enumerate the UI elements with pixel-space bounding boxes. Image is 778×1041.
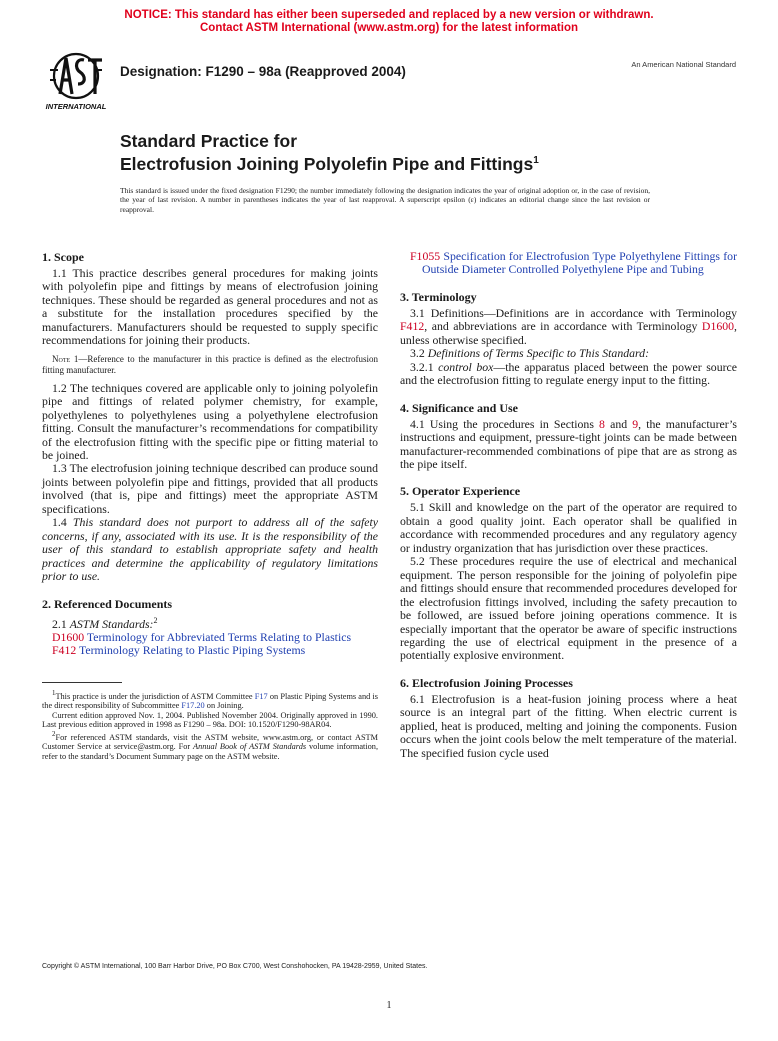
para-1-4 [42, 516, 378, 583]
para-2-1-text: ASTM Standards: [69, 616, 154, 631]
note-1-text: —Reference to the manufacturer in this practice is defined as the electrofusion fitting manufacturer. [42, 353, 378, 375]
ref-d1600-title[interactable]: Terminology for Abbreviated Terms Relating to Plastics [86, 629, 352, 644]
footnote-2 [42, 730, 378, 762]
d1600-link[interactable]: D1600 [701, 319, 735, 334]
para-3-1-text-c: , unless otherwise specified. [400, 319, 737, 347]
ref-f412-code[interactable]: F412 [52, 643, 77, 658]
para-1-4-number: 1.4 [52, 515, 67, 530]
footnote-1-text-a: This practice is under the jurisdiction of ASTM Committee [55, 691, 255, 701]
para-2-1-footnote-ref: 2 [153, 615, 158, 625]
footnote-1-edition: Current edition approved Nov. 1, 2004. Published November 2004. Originally approved in 1990. Last previous edition approved in 1998 as F1290 – 98a. DOI: 10.1520/F1290-98AR04. [42, 710, 378, 730]
american-national-standard: An American National Standard [631, 60, 736, 69]
f412-link[interactable]: F412 [400, 319, 425, 334]
section-1-heading: 1. Scope [42, 250, 84, 264]
section-9-link[interactable]: 9 [632, 416, 639, 431]
para-4-1-text-a: 4.1 Using the procedures in Sections [410, 416, 600, 431]
note-1 [42, 354, 378, 376]
title-line-2 [120, 151, 539, 174]
para-1-2: 1.2 The techniques covered are applicable only to joining polyolefin pipe and fittings of related polymer chemistry, for example, polyethylenes to polyethylenes using a polyethylene electrofusion fitting. Consult the manufacturer’s recommendations for compatibility of the electrofusion fitting with the specific pipe or fitting material to be joined. [42, 380, 378, 462]
ref-f412-title[interactable]: Terminology Relating to Plastic Piping Systems [79, 643, 306, 658]
section-4-heading: 4. Significance and Use [400, 400, 519, 415]
section-3-heading: 3. Terminology [400, 289, 477, 304]
para-3-1-text-a: 3.1 Definitions—Definitions are in accordance with Terminology [410, 305, 737, 320]
para-1-4-text: This standard does not purport to address all of the safety concerns, if any, associated with its use. It is the responsibility of the user of this standard to establish appropriate safety and health practices and determine the applicability of regulatory limitations prior to use. [42, 515, 378, 584]
para-3-2 [400, 347, 737, 360]
ref-d1600 [42, 631, 378, 644]
footnote-1 [42, 689, 378, 711]
page-number: 1 [386, 1000, 392, 1011]
copyright-line: Copyright © ASTM International, 100 Barr Harbor Drive, PO Box C700, West Conshohocken, PA 19428-2959, United States. [42, 963, 428, 970]
ref-f1055 [400, 250, 737, 277]
ref-d1600-code[interactable]: D1600 [52, 629, 85, 644]
para-3-2-text: Definitions of Terms Specific to This Standard: [427, 346, 650, 361]
section-5-heading: 5. Operator Experience [400, 484, 521, 499]
para-3-2-number: 3.2 [410, 346, 425, 361]
section-6-heading: 6. Electrofusion Joining Processes [400, 675, 573, 690]
subcommittee-f1720-link[interactable]: F17.20 [181, 701, 205, 711]
section-8-link[interactable]: 8 [599, 416, 605, 431]
withdrawn-notice [0, 9, 778, 35]
footnote-2-marker: 2 [52, 730, 56, 738]
ref-f1055-title[interactable]: Specification for Electrofusion Type Polyethylene Fittings for Outside Diameter Controlled Polyethylene Pipe and Tubing [422, 249, 737, 277]
ref-f412 [42, 644, 378, 657]
para-2-1 [42, 614, 378, 631]
section-2-heading: 2. Referenced Documents [42, 596, 173, 611]
para-1-3: 1.3 The electrofusion joining technique described can produce sound joints between polyolefin pipe and fittings, provided that all products involved (that is, pipe and fittings) meet the appropriate ASTM specifications. [42, 461, 378, 516]
footnote-2-text-b: volume information, refer to the standard’s Document Summary page on the ASTM website. [42, 742, 379, 761]
title-line-1: Standard Practice for [120, 131, 297, 151]
note-1-label: Note 1 [52, 353, 79, 364]
committee-f17-link[interactable]: F17 [254, 691, 268, 701]
title-main: Electrofusion Joining Polyolefin Pipe and Fittings [120, 153, 534, 174]
para-5-2: 5.2 These procedures require the use of electrical and mechanical equipment. The person responsible for the joining of polyolefin pipe and fittings should ensure that recommended procedures developed for the electrofusion fittings involved, including the safety precaution to be followed, are issued before joining operations commence. It is especially important that the operator be aware of specific instructions regarding the use of electrical equipment in the presence of a potentially explosive environment. [400, 554, 737, 663]
para-4-1-and: and [604, 416, 633, 431]
footnote-2-text-a: For referenced ASTM standards, visit the ASTM website, www.astm.org, or contact ASTM Customer Service at service@astm.org. For [42, 732, 378, 752]
issuance-statement: This standard is issued under the fixed designation F1290; the number immediately following the designation indicates the year of original adoption or, in the case of revision, the year of last revision. A number in parentheses indicates the year of last reapproval. A superscript epsilon (ε) indicates an editorial change since the last revision or reapproval. [120, 186, 650, 214]
ref-f1055-code[interactable]: F1055 [410, 249, 441, 263]
para-4-1-text-b: , the manufacturer’s instructions and equipment, pressure-tight joints can be made between manufacturer-recommended combinations of pipe that are as strong as the pipe itself. [400, 416, 737, 471]
document-title [120, 132, 539, 174]
para-2-1-number: 2.1 [52, 616, 67, 631]
designation: Designation: F1290 – 98a (Reapproved 2004) [120, 64, 406, 79]
footnote-2-italic: Annual Book of ASTM Standards [193, 742, 307, 752]
right-column [400, 250, 737, 760]
para-3-2-1 [400, 361, 737, 388]
para-1-1: 1.1 This practice describes general procedures for making joints with polyolefin pipe and fittings by means of electrofusion joining techniques. These should be regarded as general procedures and not as a substitute for the installation procedures specified by the manufacturers. Manufacturers should be requested to supply specific recommendations for joining their products. [42, 266, 378, 348]
notice-line-2: Contact ASTM International (www.astm.org) for the latest information [199, 22, 579, 34]
para-4-1 [400, 418, 737, 472]
para-3-1 [400, 307, 737, 347]
para-3-1-text-b: , and abbreviations are in accordance with Terminology [424, 319, 702, 334]
astm-logo-icon [42, 50, 110, 112]
para-5-1: 5.1 Skill and knowledge on the part of the operator are required to obtain a good quality joint. Each operator shall be qualified in accordance with recommended procedures and any regulatory agency or industry organization that has jurisdiction over these practices. [400, 500, 737, 555]
notice-line-1: NOTICE: This standard has either been superseded and replaced by a new version or withdrawn. [124, 9, 654, 21]
footnote-1-marker: 1 [52, 689, 56, 697]
footnote-separator [42, 682, 122, 683]
term-control-box: control box [438, 359, 494, 374]
title-footnote-ref: 1 [533, 155, 539, 166]
para-3-2-1-number: 3.2.1 [410, 359, 434, 374]
footnote-1-text-b: on Plastic Piping Systems and is the direct responsibility of Subcommittee [42, 691, 378, 711]
para-6-1: 6.1 Electrofusion is a heat-fusion joining process where a heat source is an integral part of the fitting. When electric current is applied, heat is produced, melting and joining the components. Fusion occurs when the joint cools below the melt temperature of the material. The specified fusion cycle used [400, 691, 737, 760]
logo-text: INTERNATIONAL [45, 102, 107, 111]
para-3-2-1-text: —the apparatus placed between the power source and the electrofusion fitting to regulate energy input to the fitting. [400, 359, 738, 388]
footnote-1-text-c: on Joining. [204, 701, 244, 711]
left-column [42, 250, 378, 761]
